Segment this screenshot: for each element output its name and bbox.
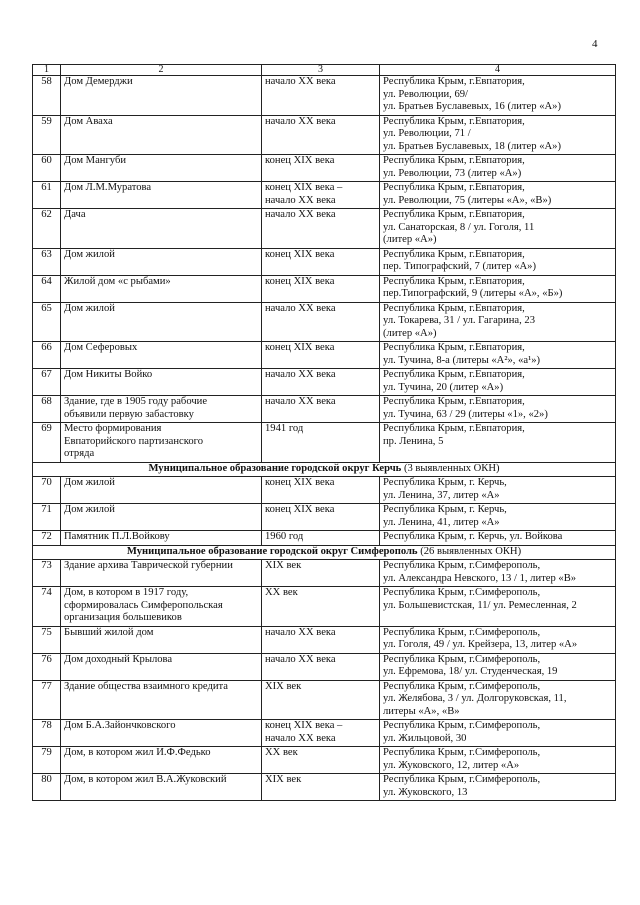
row-number-cell: 75 <box>33 626 61 653</box>
row-number-cell: 67 <box>33 369 61 396</box>
object-name-cell <box>61 155 262 182</box>
address-cell-line: ул. Жуковского, 12, литер «А» <box>383 759 520 771</box>
object-name-cell <box>61 275 262 302</box>
section-title: Муниципальное образование городской округ Симферополь <box>126 545 418 557</box>
row-number-cell: 73 <box>33 560 61 587</box>
row-number-cell: 78 <box>33 720 61 747</box>
period-cell-line: XX век <box>265 587 298 598</box>
address-cell <box>380 396 616 423</box>
table-row <box>33 531 616 546</box>
address-cell <box>380 248 616 275</box>
table-row <box>33 248 616 275</box>
address-cell-line: Республика Крым, г.Симферополь, <box>383 747 541 758</box>
period-cell-line: начало XX века <box>265 396 336 407</box>
object-name-cell-line: Дом жилой <box>64 477 115 488</box>
address-cell <box>380 747 616 774</box>
address-cell <box>380 774 616 801</box>
period-cell <box>262 155 380 182</box>
period-cell-line: начало XX века <box>265 76 336 87</box>
address-cell <box>380 275 616 302</box>
object-name-cell <box>61 747 262 774</box>
address-cell-line: литеры «А», «В» <box>383 705 460 717</box>
object-name-cell-line: Здание архива Таврической губернии <box>64 560 233 571</box>
period-cell <box>262 504 380 531</box>
period-cell <box>262 774 380 801</box>
section-header-row <box>33 545 616 560</box>
table-row <box>33 587 616 627</box>
address-cell-line: Республика Крым, г.Евпатория, <box>383 275 525 287</box>
period-cell <box>262 396 380 423</box>
table-row <box>33 115 616 155</box>
address-cell <box>380 209 616 249</box>
address-cell-line: Республика Крым, г.Симферополь, <box>383 680 541 692</box>
period-cell <box>262 115 380 155</box>
address-cell <box>380 369 616 396</box>
period-cell-line: начало XX века <box>265 115 336 127</box>
address-cell-line: Республика Крым, г.Евпатория, <box>383 369 525 380</box>
address-cell-line: Республика Крым, г.Евпатория, <box>383 209 525 220</box>
object-name-cell-line: Бывший жилой дом <box>64 626 154 638</box>
address-cell-line: ул. Братьев Буславевых, 16 (литер «А») <box>383 101 561 112</box>
address-cell-line: Республика Крым, г.Евпатория, <box>383 423 525 434</box>
address-cell-line: Республика Крым, г.Евпатория, <box>383 342 525 353</box>
address-cell-line: ул. Тучина, 20 (литер «А») <box>383 381 504 393</box>
object-name-cell-line: Дом, в котором в 1917 году, <box>64 587 189 598</box>
address-cell <box>380 680 616 720</box>
row-number-cell: 64 <box>33 275 61 302</box>
object-name-cell-line: Дом жилой <box>64 504 115 515</box>
address-cell-line: пер. Типографский, 7 (литер «А») <box>383 261 536 272</box>
object-name-cell-line: Дом Л.М.Муратова <box>64 182 152 193</box>
period-cell-line: конец XIX века <box>265 342 335 353</box>
object-name-cell-line: Дом жилой <box>64 248 115 260</box>
period-cell <box>262 369 380 396</box>
object-name-cell-line: Дача <box>64 209 86 220</box>
address-cell-line: Республика Крым, г.Евпатория, <box>383 115 525 127</box>
table-row <box>33 423 616 463</box>
table-row <box>33 369 616 396</box>
object-name-cell-line: Здание, где в 1905 году рабочие <box>64 396 208 407</box>
address-cell-line: (литер «А») <box>383 234 437 245</box>
object-name-cell-line: Дом жилой <box>64 302 115 314</box>
object-name-cell <box>61 626 262 653</box>
address-cell-line: ул. Санаторская, 8 / ул. Гоголя, 11 <box>383 221 535 233</box>
row-number-cell: 80 <box>33 774 61 801</box>
address-cell-line: ул. Гоголя, 49 / ул. Крейзера, 13, литер «А» <box>383 639 578 650</box>
address-cell <box>380 653 616 680</box>
address-cell-line: ул. Революции, 75 (литеры «А», «В») <box>383 194 552 206</box>
column-header: 1 <box>33 65 61 76</box>
address-cell <box>380 560 616 587</box>
address-cell-line: Республика Крым, г.Симферополь, <box>383 720 541 731</box>
section-header-row <box>33 462 616 477</box>
object-name-cell <box>61 477 262 504</box>
column-header: 2 <box>61 65 262 76</box>
period-cell <box>262 747 380 774</box>
row-number-cell: 68 <box>33 396 61 423</box>
object-name-cell <box>61 587 262 627</box>
address-cell-line: Республика Крым, г.Симферополь, <box>383 626 541 638</box>
row-number-cell: 58 <box>33 76 61 116</box>
period-cell-line: начало XX века <box>265 209 336 220</box>
object-name-cell <box>61 248 262 275</box>
period-cell-line: конец XIX века <box>265 477 335 488</box>
address-cell-line: Республика Крым, г.Симферополь, <box>383 653 541 665</box>
object-name-cell <box>61 504 262 531</box>
address-cell <box>380 531 616 546</box>
period-cell <box>262 209 380 249</box>
period-cell-line: XIX век <box>265 560 302 571</box>
heritage-objects-table <box>32 64 616 801</box>
period-cell <box>262 477 380 504</box>
row-number-cell: 69 <box>33 423 61 463</box>
row-number-cell: 74 <box>33 587 61 627</box>
row-number-cell: 72 <box>33 531 61 546</box>
period-cell-line: начало XX века <box>265 732 336 744</box>
period-cell <box>262 626 380 653</box>
section-count: (26 выявленных ОКН) <box>420 545 522 557</box>
address-cell-line: Республика Крым, г.Евпатория, <box>383 248 525 260</box>
table-row <box>33 560 616 587</box>
address-cell-line: ул. Ленина, 37, литер «А» <box>383 489 500 501</box>
address-cell-line: Республика Крым, г. Керчь, <box>383 477 507 488</box>
period-cell <box>262 653 380 680</box>
column-header-row <box>33 65 616 76</box>
row-number-cell: 77 <box>33 680 61 720</box>
row-number-cell: 66 <box>33 342 61 369</box>
object-name-cell-line: Здание общества взаимного кредита <box>64 680 228 692</box>
address-cell-line: ул. Ефремова, 18/ ул. Студенческая, 19 <box>383 666 558 677</box>
address-cell-line: ул. Братьев Буславевых, 18 (литер «А») <box>383 140 561 152</box>
table-row <box>33 209 616 249</box>
address-cell <box>380 720 616 747</box>
object-name-cell-line: Дом Сеферовых <box>64 342 138 353</box>
object-name-cell-line: Место формирования <box>64 423 162 434</box>
address-cell-line: ул. Революции, 71 / <box>383 128 471 139</box>
table-row <box>33 76 616 116</box>
object-name-cell-line: Памятник П.Л.Войкову <box>64 531 170 542</box>
object-name-cell <box>61 302 262 342</box>
address-cell <box>380 342 616 369</box>
table-row <box>33 275 616 302</box>
period-cell <box>262 302 380 342</box>
address-cell-line: ул. Революции, 69/ <box>383 88 468 100</box>
address-cell <box>380 302 616 342</box>
object-name-cell-line: объявили первую забастовку <box>64 408 194 420</box>
object-name-cell-line: Дом доходный Крылова <box>64 653 173 665</box>
period-cell-line: 1941 год <box>265 423 304 434</box>
section-header-cell <box>33 462 616 477</box>
table-row <box>33 626 616 653</box>
period-cell <box>262 531 380 546</box>
period-cell <box>262 76 380 116</box>
table-row <box>33 342 616 369</box>
address-cell <box>380 477 616 504</box>
period-cell-line: начало XX века <box>265 302 336 314</box>
row-number-cell: 60 <box>33 155 61 182</box>
period-cell-line: XX век <box>265 747 298 758</box>
object-name-cell-line: Дом Демерджи <box>64 76 133 87</box>
period-cell <box>262 560 380 587</box>
address-cell <box>380 587 616 627</box>
address-cell-line: Республика Крым, г.Евпатория, <box>383 76 525 87</box>
period-cell <box>262 275 380 302</box>
address-cell-line: ул. Тучина, 63 / 29 (литеры «1», «2») <box>383 408 548 420</box>
row-number-cell: 65 <box>33 302 61 342</box>
table-row <box>33 477 616 504</box>
object-name-cell <box>61 560 262 587</box>
address-cell <box>380 155 616 182</box>
address-cell-line: Республика Крым, г.Симферополь, <box>383 774 541 785</box>
period-cell-line: начало XX века <box>265 653 336 665</box>
row-number-cell: 76 <box>33 653 61 680</box>
row-number-cell: 79 <box>33 747 61 774</box>
object-name-cell-line: Дом Б.А.Зайончковского <box>64 720 176 731</box>
address-cell <box>380 504 616 531</box>
period-cell <box>262 248 380 275</box>
table-body <box>33 65 616 801</box>
object-name-cell <box>61 115 262 155</box>
address-cell <box>380 115 616 155</box>
period-cell-line: XIX век <box>265 680 302 692</box>
period-cell <box>262 680 380 720</box>
object-name-cell <box>61 182 262 209</box>
page-number: 4 <box>592 38 598 50</box>
table-row <box>33 504 616 531</box>
address-cell-line: ул. Желябова, 3 / ул. Долгоруковская, 11, <box>383 693 567 704</box>
address-cell-line: (литер «А») <box>383 327 437 339</box>
period-cell <box>262 720 380 747</box>
address-cell-line: Республика Крым, г. Керчь, ул. Войкова <box>383 531 563 542</box>
period-cell-line: конец XIX века <box>265 504 335 515</box>
address-cell-line: ул. Большевистская, 11/ ул. Ремесленная, 2 <box>383 599 577 611</box>
object-name-cell-line: Евпаторийского партизанского <box>64 435 203 447</box>
address-cell-line: ул. Александра Невского, 13 / 1, литер «В» <box>383 572 577 584</box>
address-cell <box>380 423 616 463</box>
address-cell <box>380 182 616 209</box>
period-cell-line: конец XIX века <box>265 155 335 166</box>
object-name-cell <box>61 720 262 747</box>
table-row <box>33 653 616 680</box>
period-cell-line: конец XIX века – <box>265 182 343 193</box>
period-cell <box>262 423 380 463</box>
address-cell <box>380 76 616 116</box>
table-row <box>33 680 616 720</box>
object-name-cell <box>61 396 262 423</box>
row-number-cell: 71 <box>33 504 61 531</box>
object-name-cell-line: сформировалась Симферопольская <box>64 599 223 611</box>
table-row <box>33 747 616 774</box>
object-name-cell <box>61 653 262 680</box>
section-header-cell <box>33 545 616 560</box>
object-name-cell-line: организация большевиков <box>64 612 182 623</box>
object-name-cell-line: отряда <box>64 448 95 459</box>
table-row <box>33 774 616 801</box>
object-name-cell <box>61 76 262 116</box>
period-cell-line: начало XX века <box>265 626 336 638</box>
object-name-cell-line: Жилой дом «с рыбами» <box>64 275 171 287</box>
object-name-cell-line: Дом, в котором жил И.Ф.Федько <box>64 747 211 758</box>
row-number-cell: 63 <box>33 248 61 275</box>
object-name-cell-line: Дом Аваха <box>64 115 113 127</box>
period-cell-line: 1960 год <box>265 531 304 542</box>
address-cell-line: ул. Токарева, 31 / ул. Гагарина, 23 <box>383 315 536 326</box>
address-cell-line: ул. Жильцовой, 30 <box>383 732 467 744</box>
object-name-cell <box>61 774 262 801</box>
address-cell-line: пр. Ленина, 5 <box>383 435 444 447</box>
table-row <box>33 396 616 423</box>
column-header: 3 <box>262 65 380 76</box>
table-row <box>33 302 616 342</box>
address-cell-line: Республика Крым, г.Евпатория, <box>383 302 525 314</box>
address-cell-line: Республика Крым, г.Симферополь, <box>383 560 541 571</box>
address-cell-line: Республика Крым, г.Симферополь, <box>383 587 541 598</box>
object-name-cell-line: Дом, в котором жил В.А.Жуковский <box>64 774 227 785</box>
table-row <box>33 182 616 209</box>
period-cell <box>262 342 380 369</box>
object-name-cell <box>61 423 262 463</box>
object-name-cell <box>61 369 262 396</box>
address-cell-line: ул. Жуковского, 13 <box>383 786 468 798</box>
address-cell-line: ул. Тучина, 8-а (литеры «А²», «а¹») <box>383 354 541 366</box>
row-number-cell: 70 <box>33 477 61 504</box>
column-header: 4 <box>380 65 616 76</box>
period-cell-line: XIX век <box>265 774 302 785</box>
address-cell <box>380 626 616 653</box>
row-number-cell: 59 <box>33 115 61 155</box>
object-name-cell-line: Дом Никиты Войко <box>64 369 153 380</box>
address-cell-line: Республика Крым, г.Евпатория, <box>383 182 525 193</box>
period-cell-line: начало XX века <box>265 194 336 206</box>
object-name-cell <box>61 209 262 249</box>
period-cell <box>262 587 380 627</box>
address-cell-line: пер.Типографский, 9 (литеры «А», «Б») <box>383 288 563 299</box>
period-cell-line: конец XIX века <box>265 275 335 287</box>
object-name-cell <box>61 680 262 720</box>
object-name-cell <box>61 342 262 369</box>
object-name-cell-line: Дом Мангуби <box>64 155 127 166</box>
object-name-cell <box>61 531 262 546</box>
table-row <box>33 720 616 747</box>
period-cell-line: конец XIX века – <box>265 720 343 731</box>
row-number-cell: 62 <box>33 209 61 249</box>
address-cell-line: ул. Ленина, 41, литер «А» <box>383 516 500 528</box>
row-number-cell: 61 <box>33 182 61 209</box>
period-cell <box>262 182 380 209</box>
period-cell-line: начало XX века <box>265 369 336 380</box>
table-row <box>33 155 616 182</box>
address-cell-line: Республика Крым, г. Керчь, <box>383 504 507 515</box>
period-cell-line: конец XIX века <box>265 248 335 260</box>
section-title: Муниципальное образование городской округ Керчь <box>148 462 402 474</box>
address-cell-line: Республика Крым, г.Евпатория, <box>383 396 525 407</box>
section-count: (3 выявленных ОКН) <box>403 462 500 474</box>
address-cell-line: ул. Революции, 73 (литер «А») <box>383 167 522 179</box>
address-cell-line: Республика Крым, г.Евпатория, <box>383 155 525 166</box>
